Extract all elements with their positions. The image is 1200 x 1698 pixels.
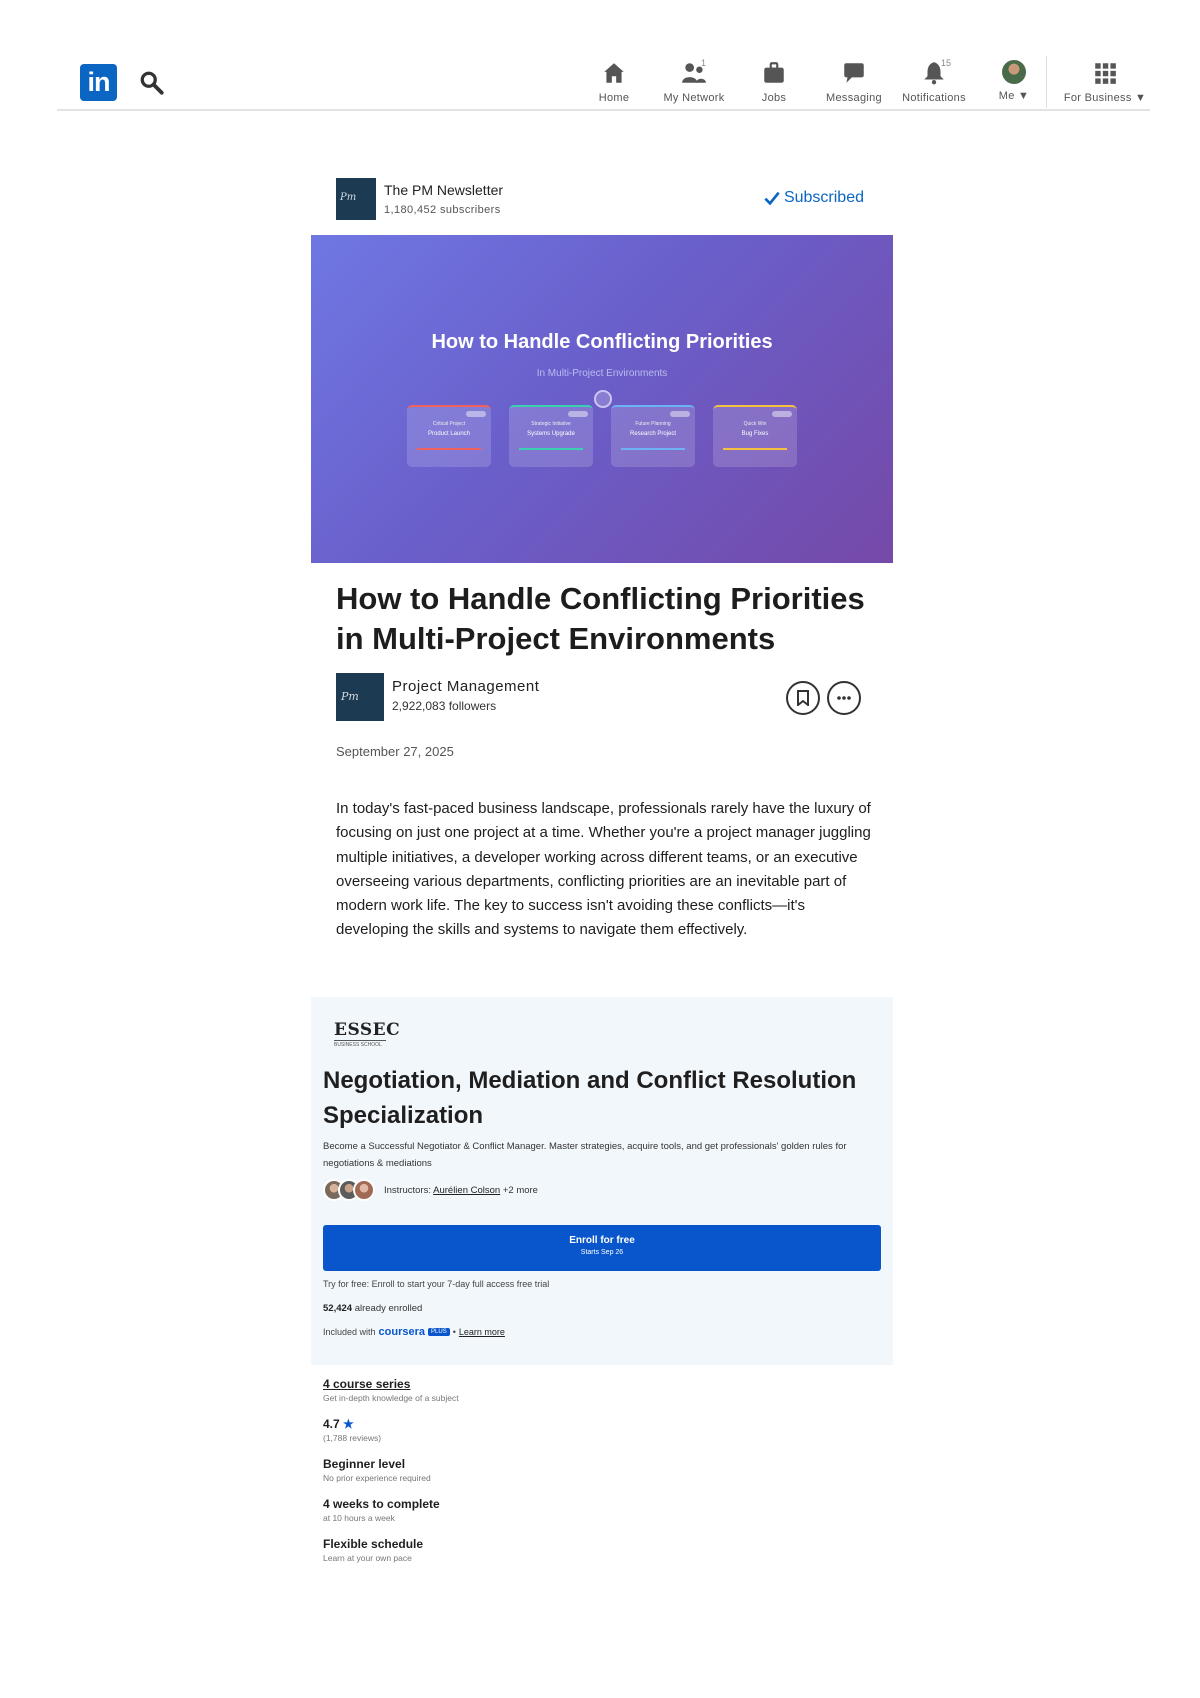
grid-icon	[1092, 60, 1118, 86]
card-tag	[568, 411, 588, 417]
article-title: How to Handle Conflicting Priorities in Multi-Project Environments	[336, 581, 865, 656]
hero-card-research-project	[611, 405, 695, 467]
enroll-button[interactable]	[323, 1225, 881, 1271]
card-bar	[519, 448, 583, 450]
feature-rating-sub: (1,788 reviews)	[323, 1433, 382, 1443]
card-tag	[772, 411, 792, 417]
nav-notifications-label: Notifications	[902, 92, 966, 104]
feature-schedule	[323, 1536, 723, 1564]
feature-level-sub: No prior experience required	[323, 1473, 431, 1483]
chat-icon	[841, 60, 867, 86]
instructors-text	[384, 1185, 538, 1196]
enroll-label: Enroll for free	[569, 1235, 635, 1246]
more-icon	[836, 690, 852, 706]
card-name: Product Launch	[427, 431, 471, 437]
card-bar	[723, 448, 787, 450]
instructors-more[interactable]: +2 more	[502, 1184, 538, 1196]
included-prefix: Included with	[323, 1327, 376, 1337]
feature-duration-title: 4 weeks to complete	[323, 1497, 440, 1511]
nav-for-business[interactable]	[1060, 60, 1150, 104]
school-logo[interactable]: ESSEC	[334, 1020, 401, 1040]
learn-more-link[interactable]: Learn more	[458, 1327, 505, 1337]
nav-jobs-label: Jobs	[761, 92, 787, 104]
newsletter-name[interactable]: The PM Newsletter	[384, 182, 504, 198]
card-category: Strategic Initiative	[531, 421, 571, 427]
card-name: Research Project	[629, 431, 677, 437]
card-category: Critical Project	[432, 421, 466, 427]
newsletter-logo[interactable]	[336, 178, 376, 220]
author-name[interactable]: Project Management	[392, 678, 540, 695]
feature-level	[323, 1456, 723, 1484]
card-bar	[621, 448, 685, 450]
author-logo-mark: Pm	[341, 690, 359, 703]
nav-me-label	[974, 90, 1054, 102]
author-followers: 2,922,083 followers	[392, 699, 497, 713]
instructors-row	[323, 1178, 538, 1202]
briefcase-icon	[761, 60, 787, 86]
feature-schedule-sub: Learn at your own pace	[323, 1553, 412, 1563]
course-description: Become a Successful Negotiator & Conflict Manager. Master strategies, acquire tools, and get professionals' golden rules for negotiations & mediations	[323, 1141, 847, 1169]
feature-schedule-title: Flexible schedule	[323, 1537, 424, 1551]
nav-messaging-label: Messaging	[826, 92, 882, 104]
top-navigation	[57, 56, 1150, 111]
author-logo[interactable]	[336, 673, 384, 721]
linkedin-logo[interactable]: in	[80, 64, 117, 101]
enroll-start-date: Starts Sep 26	[580, 1249, 624, 1256]
newsletter-header	[336, 178, 868, 220]
enrolled-number: 52,424	[323, 1303, 353, 1314]
feature-rating	[323, 1416, 723, 1444]
nav-jobs[interactable]	[734, 60, 814, 104]
subscribed-label: Subscribed	[783, 189, 864, 206]
nav-my-network[interactable]	[654, 60, 734, 104]
card-category: Future Planning	[635, 421, 671, 427]
instructor-link[interactable]: Aurélien Colson	[433, 1184, 501, 1196]
publish-date: September 27, 2025	[336, 744, 454, 759]
checkmark-icon	[764, 190, 780, 206]
author-block	[336, 673, 868, 721]
hero-card-product-launch	[407, 405, 491, 467]
notifications-badge: 15	[941, 58, 952, 68]
nav-home-label: Home	[598, 92, 630, 104]
instructor-avatar[interactable]	[353, 1179, 375, 1201]
card-category: Quick Win	[743, 421, 767, 427]
nav-for-business-label	[1060, 92, 1150, 104]
caret-down-icon: ▼	[1018, 90, 1030, 102]
caret-down-icon: ▼	[1134, 92, 1147, 104]
more-options-button[interactable]	[827, 681, 861, 715]
bullet-separator: •	[452, 1327, 456, 1337]
feature-level-title: Beginner level	[323, 1457, 406, 1471]
nav-home[interactable]	[574, 60, 654, 104]
nav-messaging[interactable]	[814, 60, 894, 104]
nav-me-text: Me	[998, 90, 1015, 102]
nav-notifications[interactable]	[894, 60, 974, 104]
newsletter-subscribers: 1,180,452 subscribers	[384, 204, 501, 216]
avatar	[1002, 60, 1026, 84]
nav-my-network-label: My Network	[663, 92, 725, 104]
hero-center-node	[594, 390, 612, 408]
card-name: Systems Upgrade	[527, 431, 575, 437]
enrolled-count	[323, 1303, 422, 1314]
card-bar	[417, 448, 481, 450]
coursera-logo: coursera	[378, 1326, 426, 1338]
subscribed-button[interactable]	[764, 189, 864, 207]
star-icon: ★	[343, 1417, 354, 1431]
included-with	[323, 1326, 505, 1338]
nav-for-business-text: For Business	[1063, 92, 1132, 104]
instructors-prefix: Instructors:	[384, 1184, 431, 1196]
feature-duration-sub: at 10 hours a week	[323, 1513, 395, 1523]
card-name: Bug Fixes	[741, 431, 769, 437]
hero-title: How to Handle Conflicting Priorities	[431, 331, 773, 353]
hero-subtitle: In Multi-Project Environments	[536, 368, 668, 379]
article-body: In today's fast-paced business landscape, professionals rarely have the luxury of focusing on just one project at a time. Whether you're a project manager juggling multiple initiatives, a developer working across different teams, or an executive overseeing various departments, conflicting priorities are an inevitable part of modern work life. The key to success isn't avoiding these conflicts—it's developing the skills and systems to navigate them effectively.	[336, 800, 871, 939]
nav-divider	[1046, 56, 1047, 108]
search-icon[interactable]	[139, 70, 165, 96]
card-tag	[670, 411, 690, 417]
hero-card-systems-upgrade	[509, 405, 593, 467]
feature-rating-title	[323, 1416, 723, 1432]
network-badge: 1	[701, 58, 707, 68]
feature-series-sub: Get in-depth knowledge of a subject	[323, 1393, 459, 1403]
bookmark-icon	[795, 690, 811, 706]
newsletter-logo-mark: Pm	[340, 192, 357, 203]
school-logo-subtext: BUSINESS SCHOOL	[334, 1040, 386, 1048]
trial-text: Try for free: Enroll to start your 7-day full access free trial	[323, 1279, 550, 1289]
enrolled-suffix: already enrolled	[354, 1303, 423, 1314]
nav-me[interactable]	[974, 60, 1054, 104]
home-icon	[601, 60, 627, 86]
plus-badge: PLUS	[428, 1328, 450, 1336]
course-title[interactable]: Negotiation, Mediation and Conflict Resolution Specialization	[323, 1067, 857, 1129]
feature-series	[323, 1376, 723, 1404]
hero-card-bug-fixes	[713, 405, 797, 467]
hero-image	[311, 235, 893, 563]
course-card	[311, 997, 893, 1365]
card-tag	[466, 411, 486, 417]
save-article-button[interactable]	[786, 681, 820, 715]
course-features	[323, 1376, 723, 1576]
feature-series-title[interactable]: 4 course series	[323, 1377, 411, 1391]
rating-value: 4.7	[323, 1417, 340, 1431]
feature-duration	[323, 1496, 723, 1524]
